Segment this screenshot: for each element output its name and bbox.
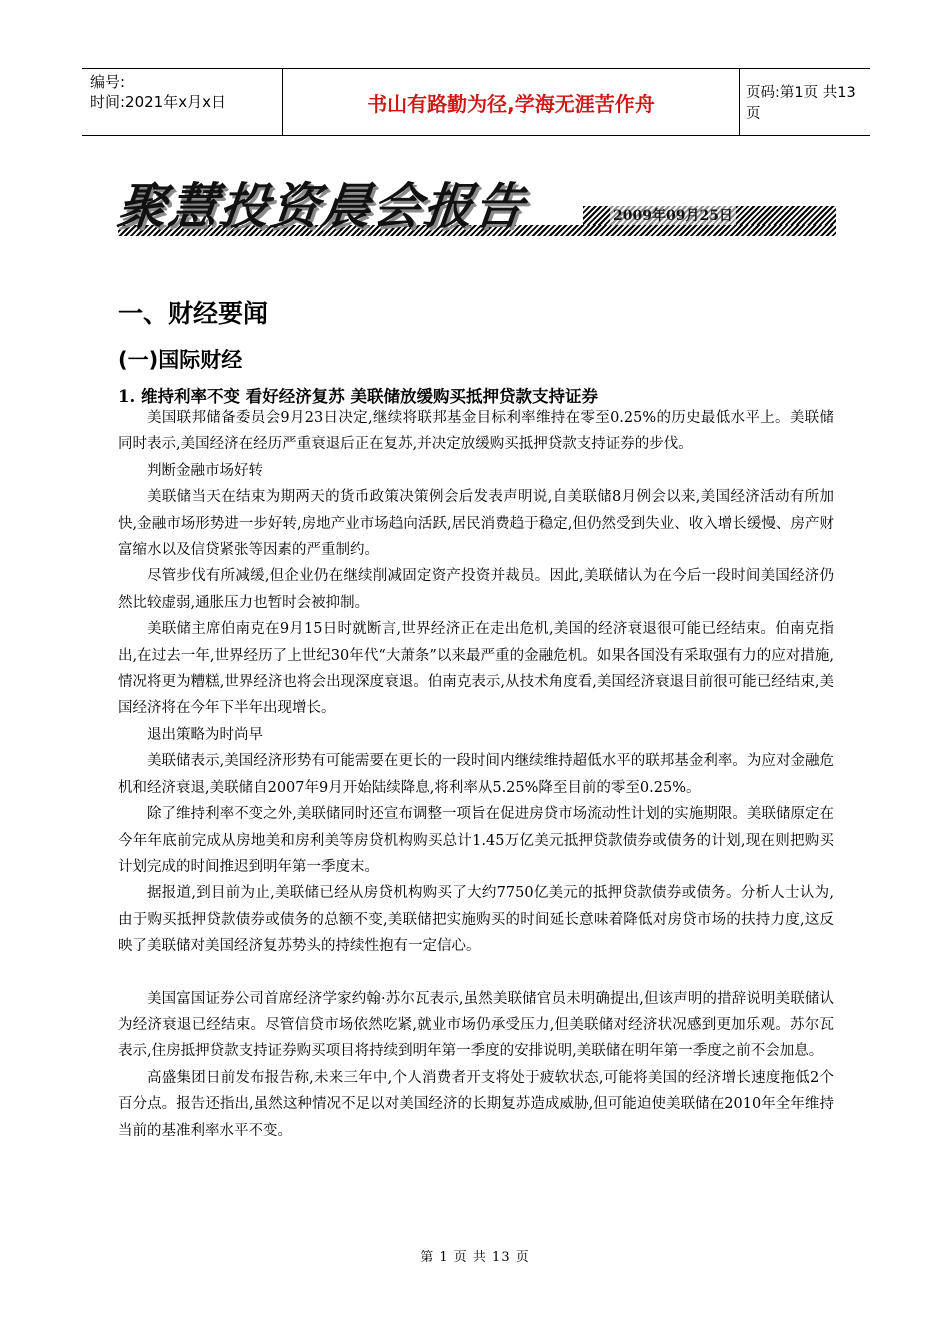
paragraph: 据报道,到目前为止,美联储已经从房贷机构购买了大约7750亿美元的抵押贷款债券或债务。分析人士认为,由于购买抵押贷款债券或债务的总额不变,美联储把实施购买的时间延长意味着降低对房贷市场的扶持力度,这反映了美联储对美国经济复苏势头的持续性抱有一定信心。 bbox=[118, 885, 834, 955]
section-title: 一、财经要闻 bbox=[118, 299, 269, 328]
document-header bbox=[82, 68, 870, 136]
article-title: 1. 维持利率不变 看好经济复苏 美联储放缓购买抵押贷款支持证券 bbox=[118, 387, 598, 406]
paragraph: 美联储当天在结束为期两天的货币政策决策例会后发表声明说,自美联储8月例会以来,美国经济活动有所加快,金融市场形势进一步好转,房地产业市场趋向活跃,居民消费趋于稳定,但仍然受到失业、收入增长缓慢、房产财富缩水以及信贷紧张等因素的严重制约。 bbox=[118, 489, 834, 559]
masthead-title: 聚慧投资晨会报告 bbox=[114, 177, 529, 235]
header-motto: 书山有路勤为径,学海无涯苦作舟 bbox=[282, 69, 740, 135]
paragraph: 美国富国证券公司首席经济学家约翰·苏尔瓦表示,虽然美联储官员未明确提出,但该声明的措辞说明美联储认为经济衰退已经结束。尽管信贷市场依然吃紧,就业市场仍承受压力,但美联储对经济状况感到更加乐观。苏尔瓦表示,住房抵押贷款支持证券购买项目将持续到明年第一季度的安排说明,美联储在明年第一季度之前不会加息。 bbox=[118, 990, 834, 1060]
header-meta bbox=[90, 72, 278, 112]
number-label: 编号: bbox=[90, 73, 126, 91]
article-body bbox=[118, 405, 834, 1144]
paragraph: 美国联邦储备委员会9月23日决定,继续将联邦基金目标利率维持在零至0.25%的历史最低水平上。美联储同时表示,美国经济在经历严重衰退后正在复苏,并决定放缓购买抵押贷款支持证券的步伐。 bbox=[118, 410, 834, 453]
paragraph: 高盛集团日前发布报告称,未来三年中,个人消费者开支将处于疲软状态,可能将美国的经济增长速度拖低2个百分点。报告还指出,虽然这种情况不足以对美国经济的长期复苏造成威胁,但可能迫使美联储在2010年全年维持当前的基准利率水平不变。 bbox=[118, 1069, 834, 1139]
paragraph: 美联储主席伯南克在9月15日时就断言,世界经济正在走出危机,美国的经济衰退很可能已经结束。伯南克指出,在过去一年,世界经历了上世纪30年代“大萧条”以来最严重的金融危机。如果各国没有采取强有力的应对措施,情况将更为糟糕,世界经济也将会出现深度衰退。伯南克表示,从技术角度看,美国经济衰退目前很可能已经结束,美国经济将在今年下半年出现增长。 bbox=[118, 621, 834, 717]
page-footer: 第 1 页 共 13 页 bbox=[420, 1250, 530, 1265]
paragraph: 美联储表示,美国经济形势有可能需要在更长的一段时间内继续维持超低水平的联邦基金利率。为应对金融危机和经济衰退,美联储自2007年9月开始陆续降息,将利率从5.25%降至目前的零至0.25%。 bbox=[118, 753, 834, 796]
paragraph: 除了维持利率不变之外,美联储同时还宣布调整一项旨在促进房贷市场流动性计划的实施期限。美联储原定在今年年底前完成从房地美和房利美等房贷机构购买总计1.45万亿美元抵押贷款债券或债务的计划,现在则把购买计划完成的时间推迟到明年第一季度末。 bbox=[118, 806, 834, 875]
time-label: 时间:2021年x月x日 bbox=[90, 93, 226, 111]
masthead-date: 2009年09月25日 bbox=[610, 205, 736, 225]
subheading: 判断金融市场好转 bbox=[147, 462, 263, 479]
subsection-title: (一)国际财经 bbox=[118, 348, 243, 372]
subheading: 退出策略为时尚早 bbox=[147, 726, 263, 743]
header-page-info: 页码:第1页 共13页 bbox=[746, 85, 856, 122]
paragraph: 尽管步伐有所减缓,但企业仍在继续削减固定资产投资并裁员。因此,美联储认为在今后一段时间美国经济仍然比较虚弱,通胀压力也暂时会被抑制。 bbox=[118, 568, 834, 611]
paragraph-gap bbox=[118, 960, 834, 986]
